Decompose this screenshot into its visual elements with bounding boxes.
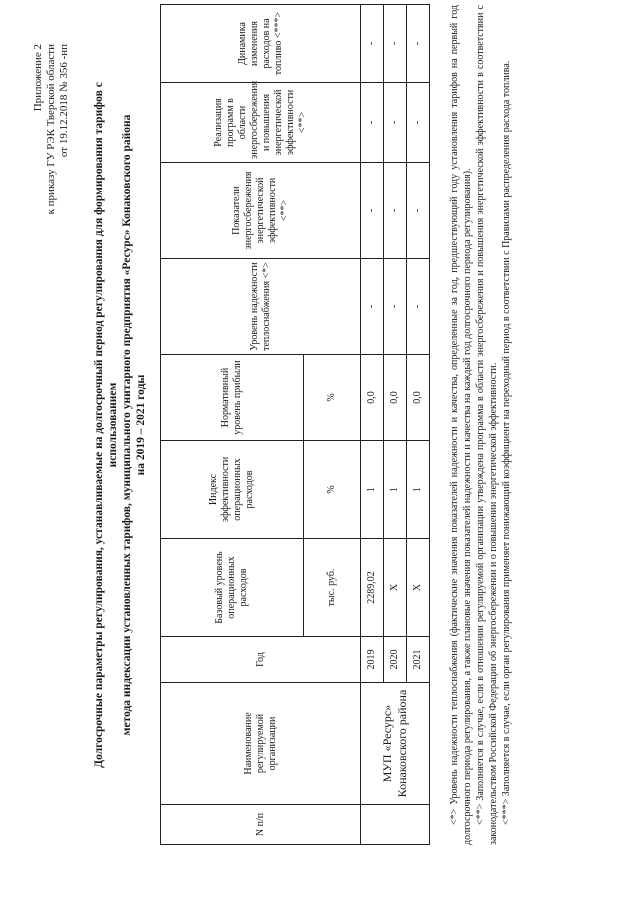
cell-reliability: - <box>407 259 430 355</box>
cell-index: 1 <box>384 441 407 539</box>
unit-profit: % <box>304 355 361 441</box>
cell-reliability: - <box>361 259 384 355</box>
header-programs: Реализация программ в области энергосбережения и повышения энергетической эффективности <**> <box>161 83 361 163</box>
cell-profit: 0,0 <box>361 355 384 441</box>
cell-base: 2289,02 <box>361 539 384 637</box>
header-index: Индекс эффективности операционных расходов <box>161 441 304 539</box>
cell-profit: 0,0 <box>384 355 407 441</box>
header-num: N п/п <box>161 805 361 845</box>
header-row <box>161 5 304 845</box>
unit-index: % <box>304 441 361 539</box>
cell-profit: 0,0 <box>407 355 430 441</box>
parameters-table <box>160 4 430 845</box>
cell-num <box>361 805 430 845</box>
footnote-3: <***> Заполняется в случае, если орган регулирования применяет понижающий коэффициент на переходный период в соответствии с Правилами распределения расхода топлива. <box>501 60 512 825</box>
header-base: Базовый уровень операционных расходов <box>161 539 304 637</box>
unit-base: тыс. руб. <box>304 539 361 637</box>
cell-fuel: - <box>407 5 430 83</box>
cell-programs: - <box>407 83 430 163</box>
document-title <box>92 65 148 785</box>
appendix-line-1: Приложение 2 <box>32 44 44 112</box>
cell-index: 1 <box>407 441 430 539</box>
cell-energy: - <box>407 163 430 259</box>
header-year: Год <box>161 637 361 683</box>
header-org: Наименование регулируемой организации <box>161 683 361 805</box>
header-fuel: Динамика изменения расходов на топливо <***> <box>161 5 361 83</box>
appendix-header <box>32 44 71 424</box>
footnotes <box>448 5 513 845</box>
cell-year: 2020 <box>384 637 407 683</box>
title-line-3: на 2019 – 2021 годы <box>135 374 147 476</box>
cell-programs: - <box>361 83 384 163</box>
title-line-2: метода индексации установленных тарифов, муниципального унитарного предприятия «Ресурс» Конаковского района <box>121 114 133 736</box>
footnote-1: <*> Уровень надежности теплоснабжения (фактические значения показателей надежности и качества, определенные за год, предшествующий году установления тарифов на первый год долгосрочного периода регулирования, а также плановые значения показателей надежности и качества на каждый год долгосрочного периода регулирования). <box>449 5 473 845</box>
cell-base: Х <box>384 539 407 637</box>
cell-fuel: - <box>361 5 384 83</box>
cell-fuel: - <box>384 5 407 83</box>
cell-programs: - <box>384 83 407 163</box>
header-reliability: Уровень надежности теплоснабжения <*> <box>161 259 361 355</box>
title-line-1: Долгосрочные параметры регулирования, устанавливаемые на долгосрочный период регулирования для формирования тарифов с использованием <box>93 82 119 768</box>
cell-index: 1 <box>361 441 384 539</box>
cell-year: 2019 <box>361 637 384 683</box>
cell-base: Х <box>407 539 430 637</box>
header-profit: Нормативный уровень прибыли <box>161 355 304 441</box>
table-row <box>361 5 384 845</box>
cell-energy: - <box>361 163 384 259</box>
footnote-2: <**> Заполняется в случае, если в отношении регулируемой организации утверждена программа в области энергосбережения и повышения энергетической эффективности в соответствии с законодательством Российской Федерации об энергосбережении и о повышении энергетической эффективности. <box>475 5 499 845</box>
appendix-line-3: от 19.12.2018 № 356 -нп <box>58 44 70 158</box>
appendix-line-2: к приказу ГУ РЭК Тверской области <box>45 44 57 215</box>
cell-reliability: - <box>384 259 407 355</box>
cell-year: 2021 <box>407 637 430 683</box>
cell-energy: - <box>384 163 407 259</box>
cell-org-name: МУП «Ресурс» Конаковского района <box>361 683 430 805</box>
header-energy: Показатели энергосбережения энергетической эффективности <**> <box>161 163 361 259</box>
